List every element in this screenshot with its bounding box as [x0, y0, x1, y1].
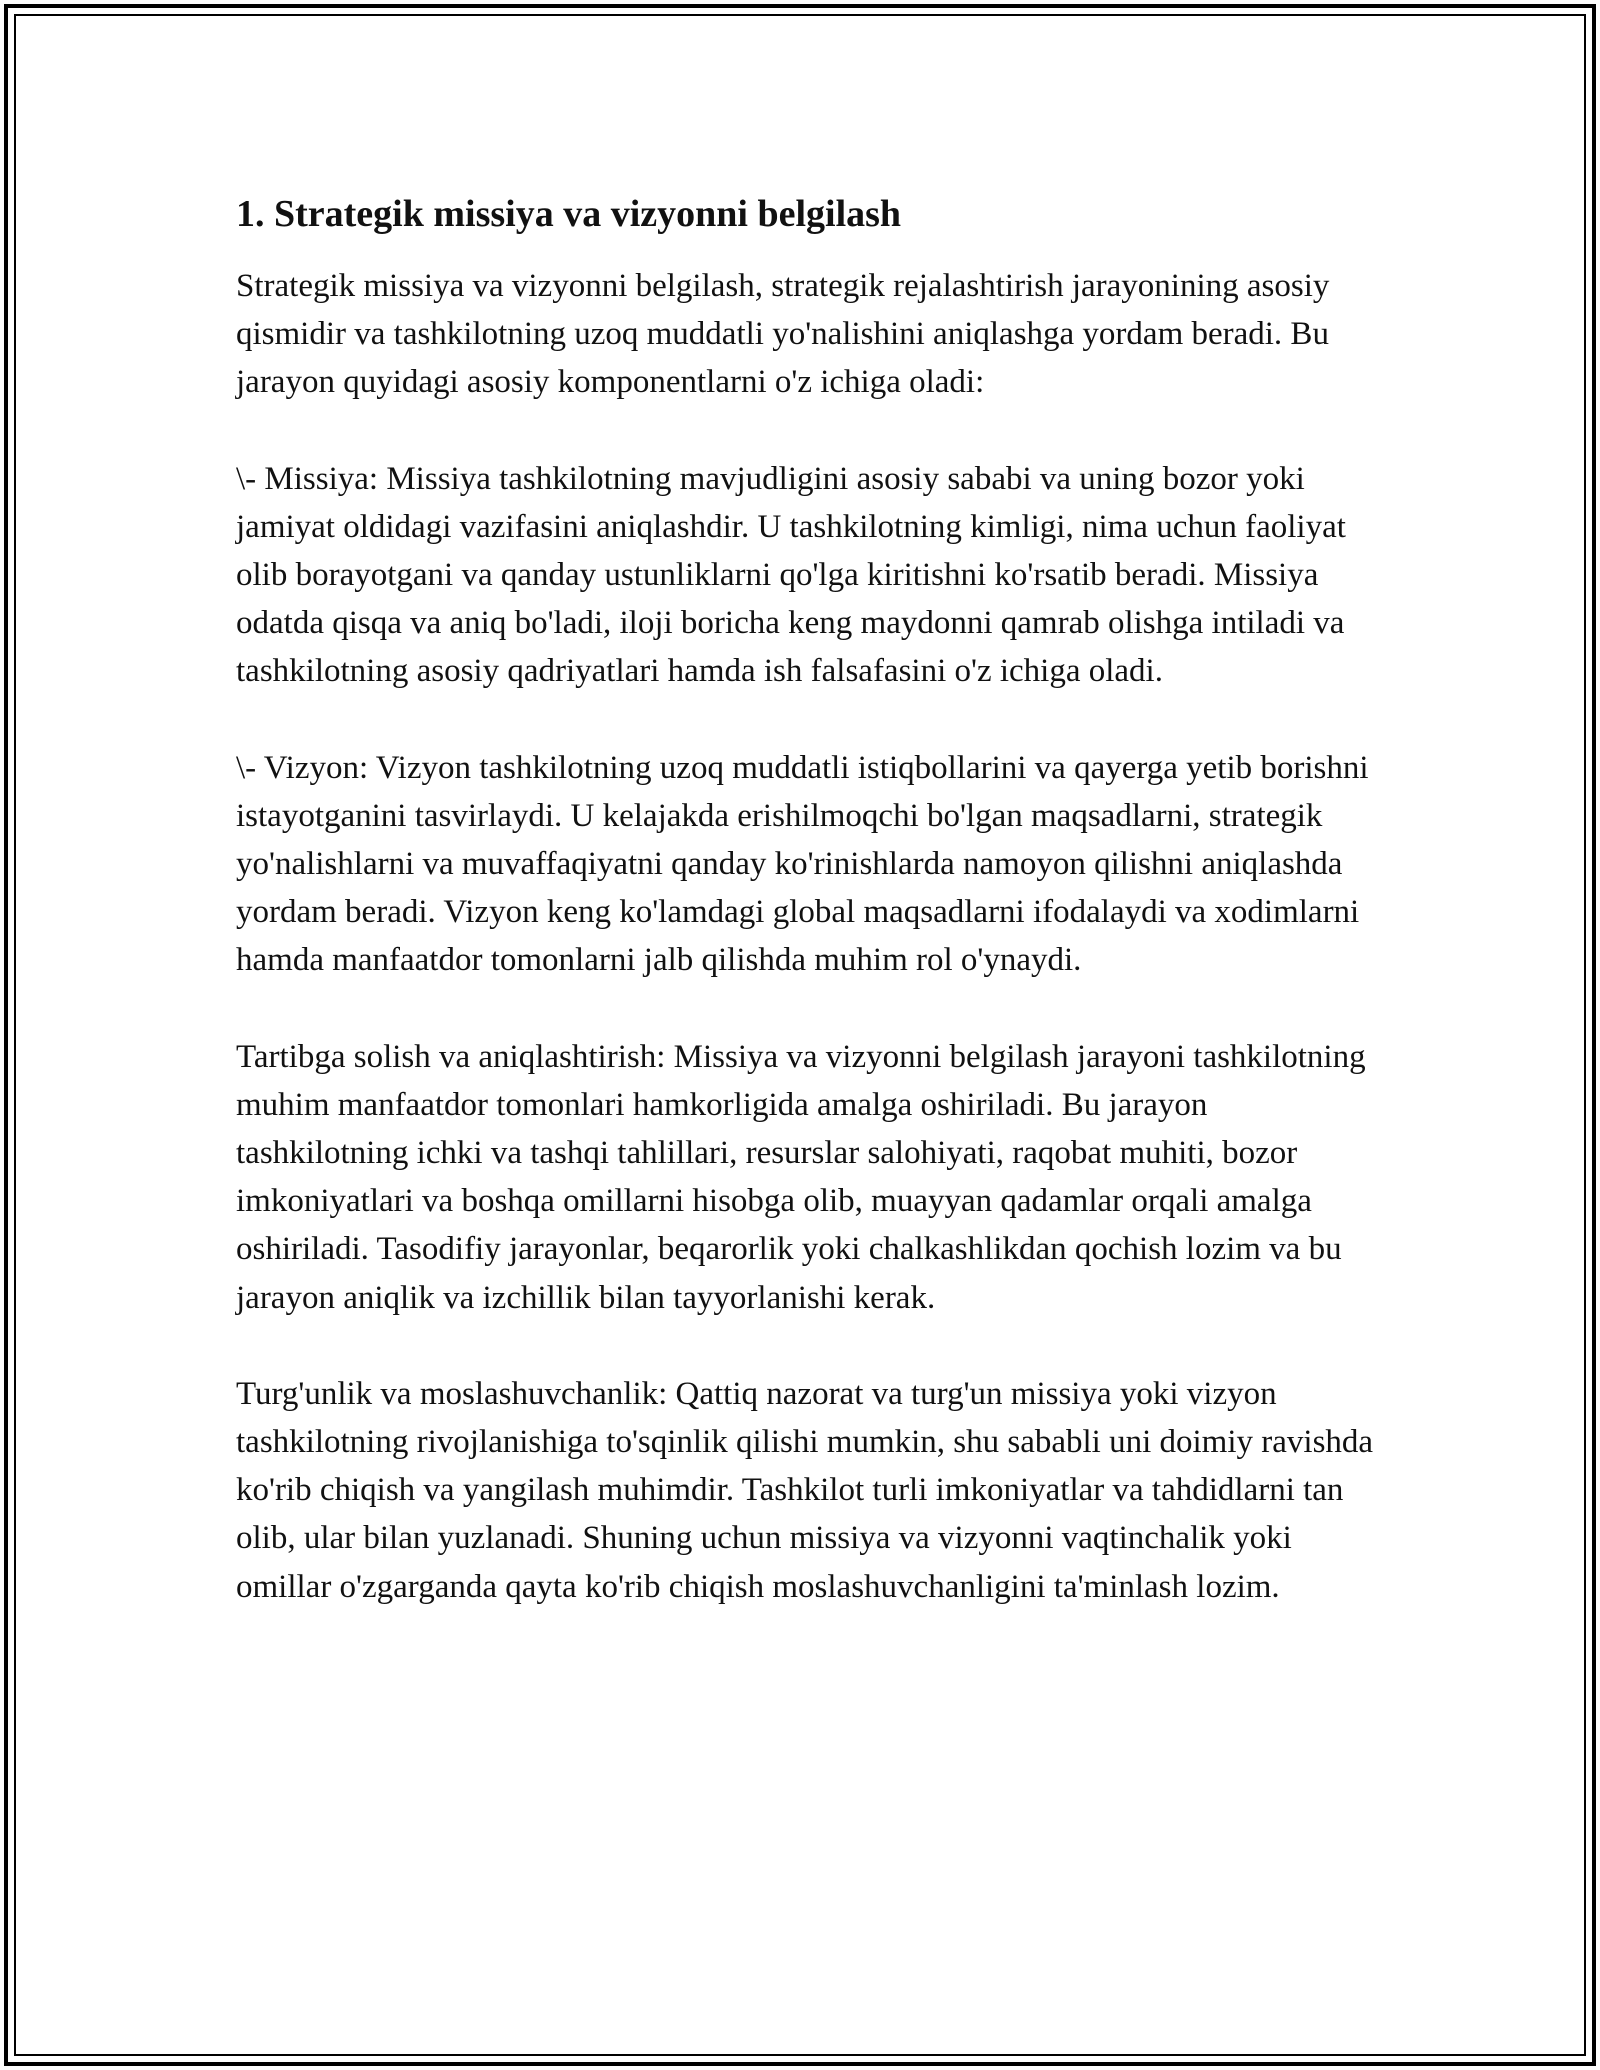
vision-paragraph: \- Vizyon: Vizyon tashkilotning uzoq muddatli istiqbollarini va qayerga yetib borishni istayotganini tasvirlaydi. U kelajakda erishilmoqchi bo'lgan maqsadlarni, strategik yo'nalishlarni va muvaffaqiyatni qanday ko'rinishlarda namoyon qilishni aniqlashda yordam beradi. Vizyon keng ko'lamdagi global maqsadlarni ifodalaydi va xodimlarni hamda manfaatdor tomonlarni jalb qilishda muhim rol o'ynaydi. [236, 749, 1369, 979]
alignment-paragraph: Tartibga solish va aniqlashtirish: Missiya va vizyonni belgilash jarayoni tashkilotning muhim manfaatdor tomonlari hamkorligida amalga oshiriladi. Bu jarayon tashkilotning ichki va tashqi tahlillari, resurslar salohiyati, raqobat muhiti, bozor imkoniyatlari va boshqa omillarni hisobga olib, muayyan qadamlar orqali amalga oshiriladi. Tasodifiy jarayonlar, beqarorlik yoki chalkashlikdan qochish lozim va bu jarayon aniqlik va izchillik bilan tayyorlanishi kerak. [236, 1038, 1366, 1316]
document-body [236, 186, 1376, 1659]
intro-paragraph: Strategik missiya va vizyonni belgilash, strategik rejalashtirish jarayonining asosiy qismidir va tashkilotning uzoq muddatli yo'nalishini aniqlashga yordam beradi. Bu jarayon quyidagi asosiy komponentlarni o'z ichiga oladi: [236, 268, 1330, 401]
section-heading: 1. Strategik missiya va vizyonni belgilash [236, 193, 902, 235]
flexibility-paragraph: Turg'unlik va moslashuvchanlik: Qattiq nazorat va turg'un missiya yoki vizyon tashkilotning rivojlanishiga to'sqinlik qilishi mumkin, shu sababli uni doimiy ravishda ko'rib chiqish va yangilash muhimdir. Tashkilot turli imkoniyatlar va tahdidlarni tan olib, ular bilan yuzlanadi. Shuning uchun missiya va vizyonni vaqtinchalik yoki omillar o'zgarganda qayta ko'rib chiqish moslashuvchanligini ta'minlash lozim. [236, 1375, 1374, 1605]
mission-paragraph: \- Missiya: Missiya tashkilotning mavjudligini asosiy sababi va uning bozor yoki jamiyat oldidagi vazifasini aniqlashdir. U tashkilotning kimligi, nima uchun faoliyat olib borayotgani va qanday ustunliklarni qo'lga kiritishni ko'rsatib beradi. Missiya odatda qisqa va aniq bo'ladi, iloji boricha keng maydonni qamrab olishga intiladi va tashkilotning asosiy qadriyatlari hamda ish falsafasini o'z ichiga oladi. [236, 460, 1346, 690]
